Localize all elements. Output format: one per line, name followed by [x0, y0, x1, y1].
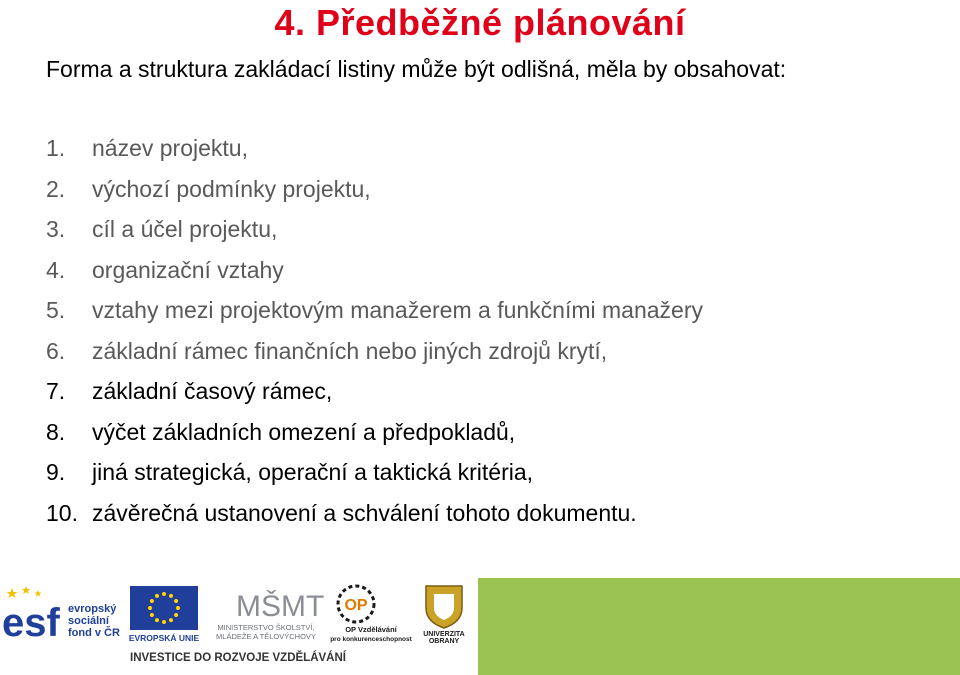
- list-item: [0, 457, 900, 487]
- eu-star-icon: [162, 620, 166, 624]
- esf-line-1: evropský: [68, 603, 117, 615]
- investice-slogan: INVESTICE DO ROZVOJE VZDĚLÁVÁNÍ: [130, 652, 346, 664]
- eu-star-icon: [155, 594, 159, 598]
- list-item-number: 5.: [46, 297, 66, 323]
- list-item: [0, 336, 900, 366]
- list-item-number: 7.: [46, 378, 66, 404]
- eu-star-icon: [150, 613, 154, 617]
- list-item-text: výčet základních omezení a předpokladů,: [92, 418, 516, 445]
- eu-star-icon: [174, 613, 178, 617]
- op-line-1: OP Vzdělávání: [345, 625, 397, 634]
- uo-line-2: OBRANY: [428, 638, 460, 644]
- intro-text: Forma a struktura zakládací listiny může být odlišná, měla by obsahovat:: [46, 56, 787, 82]
- esf-mark: esf: [2, 601, 60, 644]
- op-line-2: pro konkurenceschopnost: [330, 636, 412, 643]
- eu-star-icon: [155, 618, 159, 622]
- eu-flag-logo: [128, 584, 200, 644]
- list-item: [0, 376, 900, 406]
- list-item-number: 10.: [46, 499, 78, 526]
- list-item: [0, 498, 900, 528]
- list-item-text: jiná strategická, operační a taktická kritéria,: [92, 459, 534, 485]
- esf-line-3: fond v ČR: [68, 627, 120, 639]
- eu-star-icon: [174, 599, 178, 603]
- list-item-text: organizační vztahy: [92, 256, 284, 283]
- eu-star-icon: [150, 599, 154, 603]
- list-item-number: 2.: [46, 175, 66, 202]
- esf-line-2: sociální: [68, 615, 109, 627]
- op-mark: OP: [344, 597, 368, 614]
- list-item-text: základní časový rámec,: [92, 378, 333, 404]
- esf-logo: [0, 584, 122, 644]
- eu-star-icon: [162, 592, 166, 596]
- list-item-number: 6.: [46, 337, 66, 364]
- msmt-line-2: MLÁDEŽE A TĚLOVÝCHOVY: [216, 632, 316, 641]
- list-item-text: cíl a účel projektu,: [92, 216, 278, 242]
- list-item-number: 1.: [46, 135, 66, 161]
- list-item-text: vztahy mezi projektovým manažerem a funkčními manažery: [92, 297, 703, 323]
- list-item-text: základní rámec finančních nebo jiných zdrojů krytí,: [92, 337, 608, 364]
- list-item: [0, 174, 900, 204]
- msmt-logo: [206, 582, 326, 642]
- green-panel: [478, 578, 960, 675]
- list-item: [0, 255, 900, 285]
- eu-star-icon: [176, 606, 180, 610]
- list-item: [0, 295, 900, 325]
- univerzita-obrany-logo: [416, 582, 472, 644]
- list-item-text: výchozí podmínky projektu,: [92, 175, 371, 202]
- list-item-number: 9.: [46, 459, 66, 485]
- uo-line-1: UNIVERZITA: [423, 631, 465, 638]
- list-item-number: 4.: [46, 256, 66, 283]
- msmt-mark: MŠMT: [236, 590, 325, 623]
- list-item-number: 3.: [46, 216, 66, 242]
- list-item-text: název projektu,: [92, 135, 248, 161]
- msmt-line-1: MINISTERSTVO ŠKOLSTVÍ,: [217, 623, 315, 632]
- eu-star-icon: [169, 594, 173, 598]
- slide-title: 4. Předběžné plánování: [274, 2, 686, 43]
- eu-star-icon: [169, 618, 173, 622]
- op-vzdelavani-logo: [330, 582, 412, 644]
- list-item: [0, 214, 900, 244]
- list-item-text: závěrečná ustanovení a schválení tohoto dokumentu.: [92, 499, 637, 526]
- eu-star-icon: [148, 606, 152, 610]
- eu-label: EVROPSKÁ UNIE: [128, 633, 200, 643]
- list-item: [0, 133, 900, 163]
- list-item-number: 8.: [46, 418, 66, 445]
- footer-logo-bar: [0, 578, 960, 675]
- list-item: [0, 417, 900, 447]
